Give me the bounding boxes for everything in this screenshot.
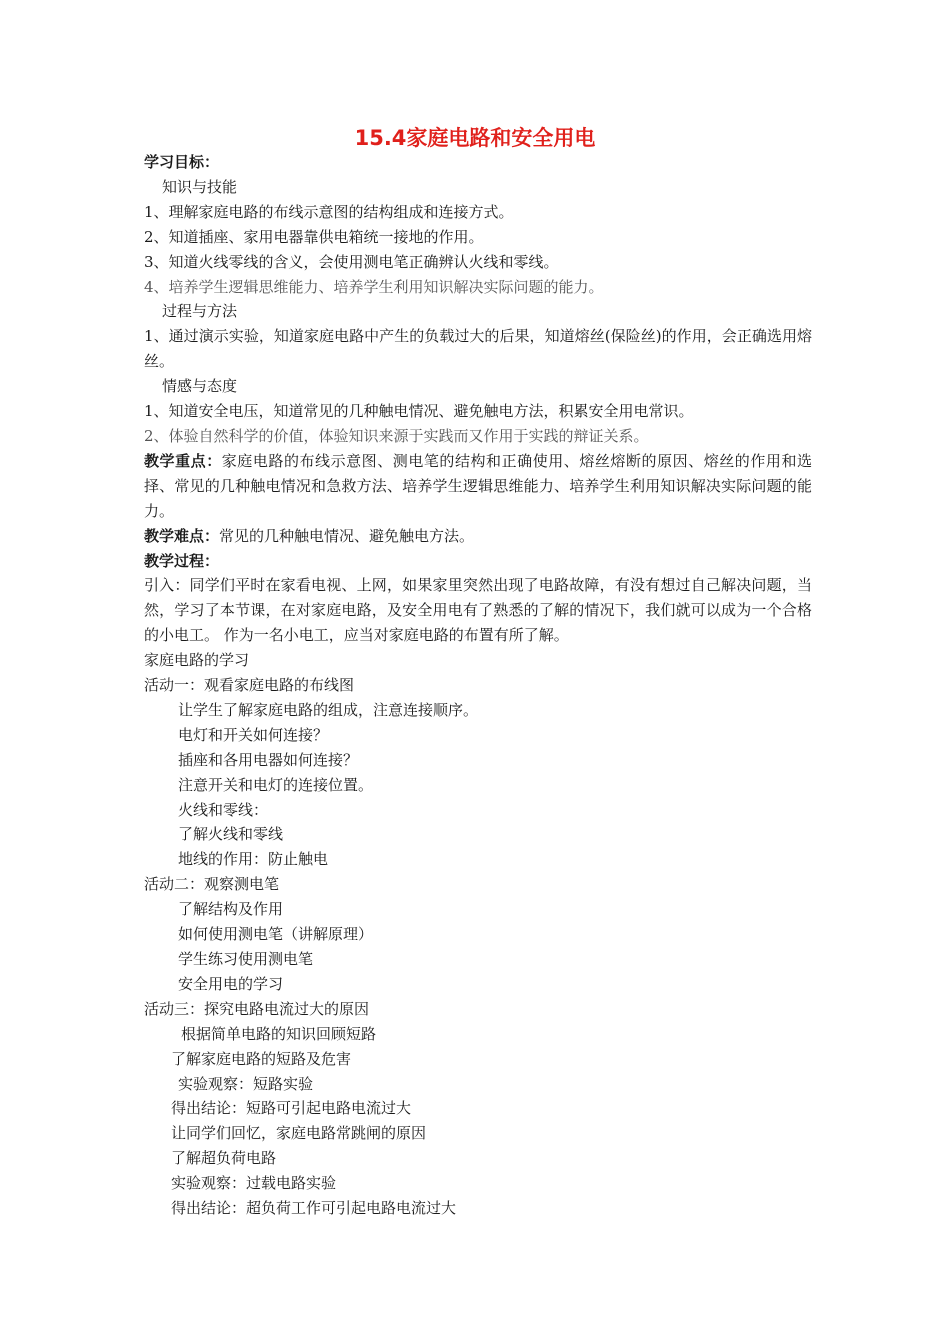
activity1-line: 火线和零线：: [178, 800, 269, 819]
difficulties-text: 常见的几种触电情况、避免触电方法。: [219, 526, 475, 545]
emotion-heading: 情感与态度: [162, 377, 238, 396]
activity1-line: 插座和各用电器如何连接？: [178, 750, 359, 769]
intro-paragraph: 引入：同学们平时在家看电视、上网，如果家里突然出现了电路故障，有没有想过自己解决问题，当然，学习了本节课，在对家庭电路，及安全用电有了熟悉的了解的情况下，我们就可以成为一个合格的小电工。 作为一名小电工，应当对家庭电路的布置有所了解。: [144, 576, 812, 645]
activity2-line: 学生练习使用测电笔: [178, 950, 314, 968]
activity3-line: 得出结论：超负荷工作可引起电路电流过大: [171, 1199, 457, 1218]
knowledge-item: 3、知道火线零线的含义，会使用测电笔正确辨认火线和零线。: [144, 252, 559, 271]
key-points-label: 教学重点：: [144, 451, 222, 470]
document-title: 15.4家庭电路和安全用电: [354, 126, 596, 150]
activity1-heading: 活动一：观看家庭电路的布线图: [144, 676, 355, 695]
document-body: [144, 150, 812, 1221]
activity1-line: 了解火线和零线: [178, 825, 284, 844]
activity3-line: 了解超负荷电路: [171, 1149, 277, 1168]
knowledge-item: 4、培养学生逻辑思维能力、培养学生利用知识解决实际问题的能力。: [144, 277, 604, 296]
activity3-line: 实验观察：过载电路实验: [171, 1174, 337, 1193]
teaching-process-heading: 教学过程：: [144, 551, 220, 570]
difficulties-label: 教学难点：: [144, 526, 220, 545]
activity1-line: 电灯和开关如何连接？: [178, 725, 329, 744]
activity2-heading: 活动二：观察测电笔: [144, 875, 280, 894]
activity3-heading: 活动三：探究电路电流过大的原因: [144, 999, 370, 1018]
activity3-line: 根据简单电路的知识回顾短路: [181, 1024, 377, 1043]
process-method-heading: 过程与方法: [162, 302, 238, 321]
section-heading: 家庭电路的学习: [144, 651, 250, 670]
activity1-line: 让学生了解家庭电路的组成，注意连接顺序。: [178, 700, 479, 719]
key-points: [144, 449, 812, 524]
difficulties: [144, 524, 812, 549]
activity1-line: 地线的作用：防止触电: [178, 850, 329, 869]
objectives-heading: 学习目标：: [144, 153, 220, 171]
emotion-item: 1、知道安全电压，知道常见的几种触电情况、避免触电方法，积累安全用电常识。: [144, 402, 694, 421]
activity3-line: 实验观察：短路实验: [178, 1074, 314, 1093]
activity3-line: 了解家庭电路的短路及危害: [171, 1049, 352, 1068]
knowledge-item: 1、理解家庭电路的布线示意图的结构组成和连接方式。: [144, 202, 514, 221]
activity2-line: 安全用电的学习: [178, 974, 284, 993]
key-points-text: 家庭电路的布线示意图、测电笔的结构和正确使用、熔丝熔断的原因、熔丝的作用和选择、常见的几种触电情况和急救方法、培养学生逻辑思维能力、培养学生利用知识解决实际问题的能力。: [144, 451, 812, 520]
process-method-item: 1、通过演示实验，知道家庭电路中产生的负载过大的后果，知道熔丝(保险丝)的作用，会正确选用熔丝。: [144, 327, 812, 371]
knowledge-heading: 知识与技能: [162, 177, 238, 196]
activity3-line: 让同学们回忆，家庭电路常跳闸的原因: [171, 1124, 427, 1143]
knowledge-item: 2、知道插座、家用电器靠供电箱统一接地的作用。: [144, 227, 484, 246]
activity1-line: 注意开关和电灯的连接位置。: [178, 775, 374, 794]
emotion-item: 2、体验自然科学的价值，体验知识来源于实践而又作用于实践的辩证关系。: [144, 426, 649, 445]
activity2-line: 了解结构及作用: [178, 900, 284, 919]
activity3-line: 得出结论：短路可引起电路电流过大: [171, 1099, 412, 1118]
activity2-line: 如何使用测电笔（讲解原理）: [178, 925, 374, 944]
